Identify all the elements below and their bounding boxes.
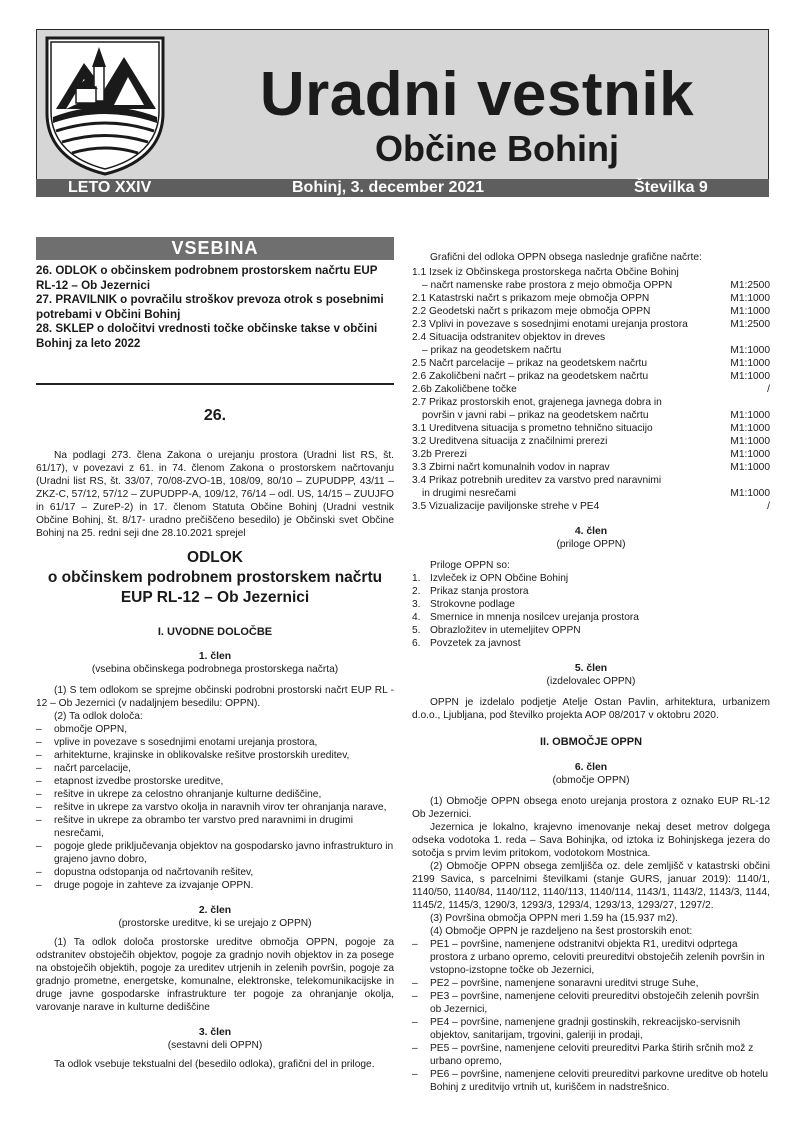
article-subtitle: (sestavni deli OPPN): [167, 1040, 263, 1051]
list-item: – PE2 – površine, namenjene sonaravni ureditvi struge Suhe,: [412, 978, 699, 989]
left-body: [36, 626, 394, 1071]
contents-item[interactable]: 27. PRAVILNIK o povračilu stroškov prevoza otrok s posebnimi potrebami v Občini Bohinj: [36, 293, 384, 321]
act-number: 26.: [203, 407, 227, 424]
graphics-row: 2.6 Zakoličbeni načrt – prikaz na geodetskem načrtu M1:1000: [412, 371, 770, 382]
list-item: – PE6 – površine, namenjene celoviti preureditvi parkovne ureditve ob hotelu Bohinj z ureditvijo vrtnih ut, kuriščem in nadstrešnico.: [412, 1069, 769, 1093]
list-item: – arhitekturne, krajinske in oblikovalske rešitve prostorskih ureditev,: [36, 750, 350, 761]
graphics-row: 2.4 Situacija odstranitev objektov in dreves: [412, 332, 606, 343]
masthead: [36, 29, 769, 197]
graphics-row: 3.4 Prikaz potrebnih ureditev za varstvo pred naravnimi: [412, 475, 662, 486]
graphics-row: 2.1 Katastrski načrt s prikazom meje območja OPPN M1:1000: [412, 293, 770, 304]
year-label: LETO XXIV: [68, 179, 152, 196]
list-item: – druge pogoje in zahteve za izvajanje OPPN.: [36, 880, 254, 891]
preamble: Na podlagi 273. člena Zakona o urejanju prostora (Uradni list RS, št. 61/17), v povezavi z 61. in 74. členom Zakona o prostorskem načrtovanju (Uradni list RS, št. 33/07, 70/08-ZVO-1B, 108/09, 80/10 – ZUPUDPP, 43/11 – ZKZ-C, 57/12, 57/12 – ZUPUDPP-A, 109/12, 76/14 – odl. US, 14/15 – ZUUJFO in 61/17 – ZureP-2) in 17. členom Statuta Občine Bohinj (Uradni vestnik Občine Bohinj, št. 8/17- uradno prečiščeno besedilo) je Občinski svet Občine Bohinj na 25. redni seji dne 28.10.2021 sprejel: [36, 450, 394, 539]
graphics-row: 2.2 Geodetski načrt s prikazom meje območja OPPN M1:1000: [412, 306, 770, 317]
issue-info-bar: [36, 179, 769, 197]
graphics-row: 3.2 Ureditvena situacija z značilnimi prerezi M1:1000: [412, 436, 770, 447]
article-subtitle: (območje OPPN): [552, 775, 630, 786]
newspaper-title: Uradni vestnik: [259, 60, 695, 129]
paragraph: Jezernica je lokalno, krajevno imenovanje nekaj deset metrov dolgega odseka vodotoka 1. reda – Sava Bohinjka, od iztoka iz Bohinjskega jezera do sotočja s prvim levim pritokom, vodotokom Mostnica.: [412, 822, 770, 859]
paragraph: (4) Območje OPPN je razdeljeno na šest prostorskih enot:: [430, 926, 693, 937]
graphics-row: 3.3 Zbirni načrt komunalnih vodov in naprav M1:1000: [412, 462, 770, 473]
list-item: 6. Povzetek za javnost: [412, 638, 521, 649]
graphics-row: površin v javni rabi – prikaz na geodetskem načrtu M1:1000: [422, 410, 770, 421]
graphics-row: in drugimi nesrečami M1:1000: [422, 488, 770, 499]
list-item: 4. Smernice in mnenja nosilcev urejanja prostora: [412, 612, 639, 623]
contents-heading: VSEBINA: [36, 237, 394, 260]
bohinj-coat-of-arms-icon: [44, 35, 166, 176]
section-heading: I. UVODNE DOLOČBE: [157, 626, 273, 638]
list-item: – območje OPPN,: [36, 724, 128, 735]
list-item: – PE5 – površine, namenjene celoviti preureditvi Parka štirih srčnih mož z urbano opremo,: [412, 1043, 754, 1067]
article-title: 6. člen: [574, 762, 608, 773]
graphics-row: 2.7 Prikaz prostorskih enot, grajenega javnega dobra in: [412, 397, 662, 408]
article-title: 3. člen: [198, 1027, 232, 1038]
list-item: 2. Prikaz stanja prostora: [412, 586, 529, 597]
act-title-line-1: ODLOK: [187, 549, 243, 566]
graphics-row: 3.5 Vizualizacije paviljonske strehe v PE4 /: [412, 501, 770, 512]
list-item: – etapnost izvedbe prostorske ureditve,: [36, 776, 224, 787]
graphics-row: 2.3 Vplivi in povezave s sosednjimi enotami urejanja prostora M1:2500: [412, 319, 770, 330]
graphics-row: 2.6b Zakoličbene točke /: [412, 384, 770, 395]
article-subtitle: (vsebina občinskega podrobnega prostorskega načrta): [91, 664, 339, 675]
paragraph: (1) Ta odlok določa prostorske ureditve območja OPPN, pogoje za odstranitev obstoječih objektov, pogoje za gradnjo novih objektov in za posege na obstoječih objektih, pogoje za ureditev utrjenih in zelenih površin, pogoje za gradnjo prometne, energetske, komunalne, elektronske, telekomunikacijske in druge javne gospodarske infrastrukture ter pogoje za ohranjanje okolja, varovanje narave in kulturne dediščine: [36, 937, 394, 1013]
graphics-list: [412, 251, 770, 1094]
issue-date: Bohinj, 3. december 2021: [292, 179, 485, 196]
list-item: – rešitve in ukrepe za celostno ohranjanje kulturne dediščine,: [36, 789, 322, 800]
list-item: – PE4 – površine, namenjene gradnji gostinskih, rekreacijsko-servisnih objektov, sanitarijam, trgovini, galeriji in prodaji,: [412, 1017, 741, 1041]
article-subtitle: (izdelovalec OPPN): [546, 676, 636, 687]
paragraph: (3) Površina območja OPPN meri 1.59 ha (15.937 m2).: [430, 913, 679, 924]
newspaper-subtitle: Občine Bohinj: [374, 128, 619, 169]
act-title: [36, 548, 394, 608]
list-item: 3. Strokovne podlage: [412, 599, 515, 610]
graphics-row: 2.5 Načrt parcelacije – prikaz na geodetskem načrtu M1:1000: [412, 358, 770, 369]
list-item: – rešitve in ukrepe za obrambo ter varstvo pred naravnimi in drugimi nesrečami,: [36, 815, 353, 839]
contents-list: [36, 264, 396, 351]
paragraph: (2) Ta odlok določa:: [54, 711, 143, 722]
list-item: 5. Obrazložitev in utemeljitev OPPN: [412, 625, 581, 636]
article-subtitle: (prostorske ureditve, ki se urejajo z OPPN): [118, 918, 312, 929]
list-item: – dopustna odstopanja od načrtovanih rešitev,: [36, 867, 254, 878]
article-title: 5. člen: [574, 663, 608, 674]
paragraph: (1) S tem odlokom se sprejme občinski podrobni prostorski načrt EUP RL - 12 – Ob Jezernici (v nadaljnjem besedilu: OPPN).: [36, 685, 394, 709]
graphics-row: 3.2b Prerezi M1:1000: [412, 449, 770, 460]
list-item: 1. Izvleček iz OPN Občine Bohinj: [412, 573, 569, 584]
contents-item[interactable]: 26. ODLOK o občinskem podrobnem prostorskem načrtu EUP RL-12 – Ob Jezernici: [36, 264, 378, 292]
list-item: – načrt parcelacije,: [36, 763, 132, 774]
list-item: – PE3 – površine, namenjene celoviti preureditvi obstoječih zelenih površin ob Jezernici,: [412, 991, 760, 1015]
section-heading: II. OBMOČJE OPPN: [539, 736, 643, 748]
divider: [36, 383, 394, 385]
act-title-line-2: o občinskem podrobnem prostorskem načrtu: [47, 569, 383, 586]
article-subtitle: (priloge OPPN): [556, 539, 626, 550]
graphics-row: – načrt namenske rabe prostora z mejo območja OPPN M1:2500: [422, 280, 770, 291]
paragraph: (2) Območje OPPN obsega zemljišča oz. dele zemljišč v katastrski občini 2199 Savica, s parcelnimi številkami (stanje GURS, januar 2019): 1140/1, 1140/50, 1140/84, 1140/112, 1140/113, 1140/114, 1143/1, 1143/2, 1143/3, 1144, 1145/2, 1145/3, 1290/3, 1293/3, 1293/4, 1293/13, 1293/27, 1297/2.: [412, 861, 770, 911]
dash-list: [36, 723, 394, 892]
list-item: – pogoje glede priključevanja objektov na gospodarsko javno infrastrukturo in grajeno javno dobro,: [36, 841, 394, 865]
paragraph: Ta odlok vsebuje tekstualni del (besedilo odloka), grafični del in priloge.: [54, 1059, 375, 1070]
paragraph: Grafični del odloka OPPN obsega naslednje grafične načrte:: [430, 252, 702, 263]
list-item: – vplive in povezave s sosednjimi enotami urejanja prostora,: [36, 737, 318, 748]
graphics-row: – prikaz na geodetskem načrtu M1:1000: [422, 345, 770, 356]
act-title-line-3: EUP RL-12 – Ob Jezernici: [120, 589, 310, 606]
article-title: 2. člen: [198, 905, 232, 916]
graphics-row: 3.1 Ureditvena situacija s prometno tehnično situacijo M1:1000: [412, 423, 770, 434]
paragraph: OPPN je izdelalo podjetje Atelje Ostan Pavlin, arhitektura, urbanizem d.o.o., Ljubljana, pod številko projekta AOP 08/2017 v oktobru 2020.: [412, 697, 770, 721]
paragraph: Priloge OPPN so:: [430, 560, 510, 571]
article-title: 4. člen: [574, 526, 608, 537]
issue-number: Številka 9: [634, 179, 708, 196]
article-title: 1. člen: [198, 651, 232, 662]
graphics-row: 1.1 Izsek iz Občinskega prostorskega načrta Občine Bohinj: [412, 267, 679, 278]
contents-item[interactable]: 28. SKLEP o določitvi vrednosti točke občinske takse v občini Bohinj za leto 2022: [36, 322, 378, 350]
paragraph: (1) Območje OPPN obsega enoto urejanja prostora z oznako EUP RL-12 Ob Jezernici.: [412, 796, 770, 820]
list-item: – PE1 – površine, namenjene odstranitvi objekta R1, ureditvi odprtega prostora z urbano opremo, celoviti preureditvi obstoječih zelenih površin in vstopno-izstopne točke ob Jezernici,: [412, 939, 765, 976]
list-item: – rešitve in ukrepe za varstvo okolja in naravnih virov ter ohranjanja narave,: [36, 802, 387, 813]
